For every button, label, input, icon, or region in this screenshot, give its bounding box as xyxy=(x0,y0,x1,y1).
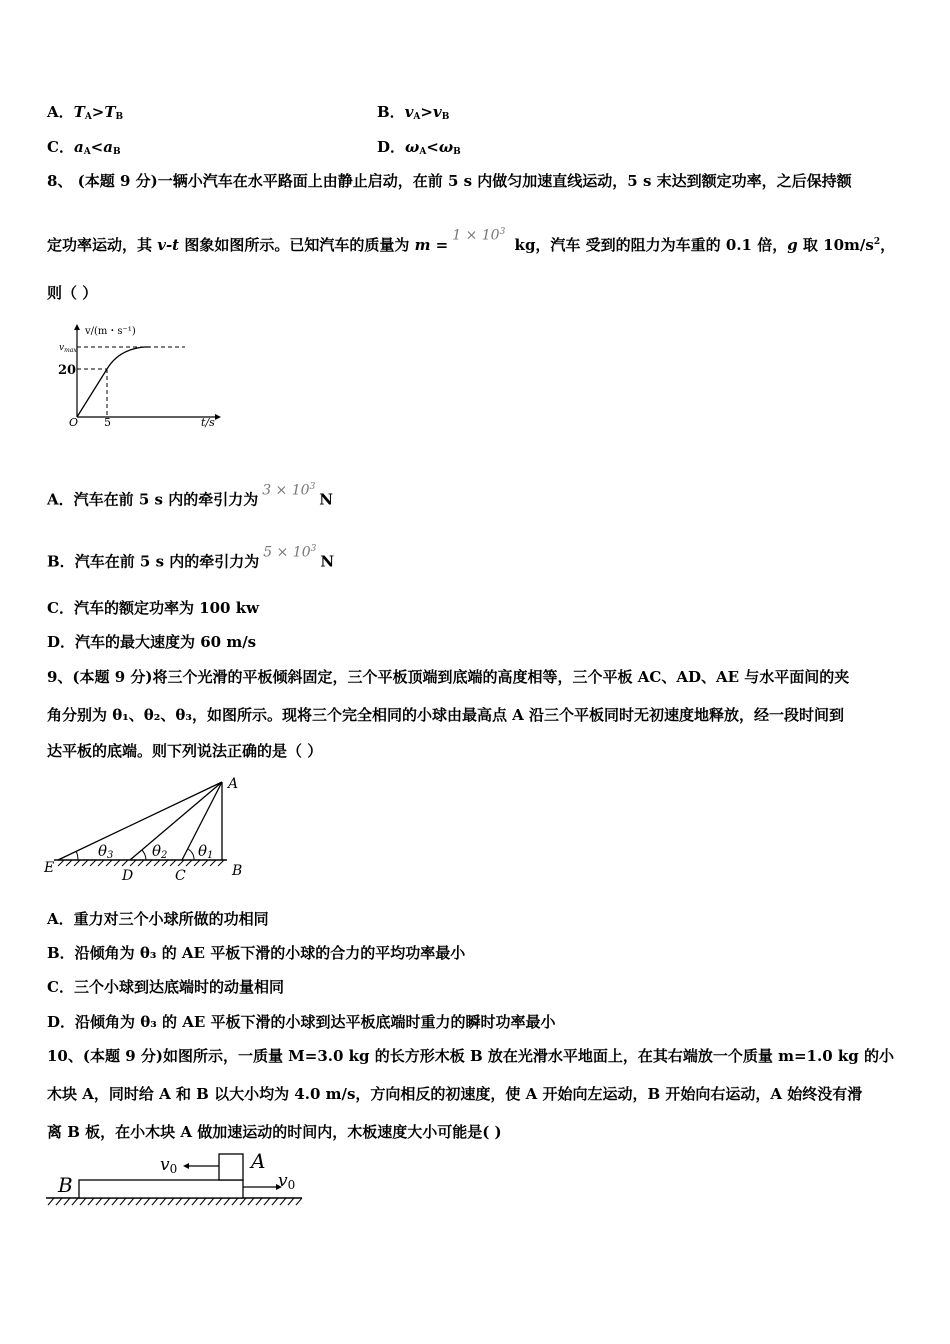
q9-option-d: D．沿倾角为 θ₃ 的 AE 平板下滑的小球到达平板底端时重力的瞬时功率最小 xyxy=(47,1013,556,1031)
vt-graph xyxy=(55,322,225,432)
board-block-figure xyxy=(44,1148,306,1210)
q7-option-d: D．$\omega_A<\omega_B$ xyxy=(377,138,461,157)
q8-option-c: C．汽车的额定功率为 100 kw xyxy=(47,599,260,617)
q10-line2: 木块 A，同时给 A 和 B 以大小均为 4.0 m/s，方向相反的初速度，使 A 开始向左运动，B 开始向右运动，A 始终没有滑 xyxy=(47,1085,863,1103)
graph-origin: O xyxy=(69,416,79,429)
point-e: E xyxy=(44,860,55,876)
q8-option-d: D．汽车的最大速度为 60 m/s xyxy=(47,633,257,651)
point-d: D xyxy=(122,868,134,882)
force-expression-a: $3 \times 10^3$ xyxy=(262,482,316,499)
q7-option-c: C．$a_A<a_B$ xyxy=(47,138,121,157)
q9-option-b: B．沿倾角为 θ₃ 的 AE 平板下滑的小球的合力的平均功率最小 xyxy=(47,944,466,962)
graph-x5: 5 xyxy=(104,416,111,429)
incline-figure xyxy=(42,772,252,882)
v0-left-label: v0 xyxy=(160,1155,178,1176)
theta2-label: θ2 xyxy=(152,842,168,861)
q10-line3: 离 B 板，在小木块 A 做加速运动的时间内，木板速度大小可能是( ) xyxy=(47,1123,502,1141)
q9-line3: 达平板的底端。则下列说法正确的是（ ） xyxy=(47,742,323,760)
theta3-label: θ3 xyxy=(98,842,114,861)
board-b-label: B xyxy=(58,1173,73,1197)
q8-line2: 定功率运动，其 v-t 图象如图所示。已知汽车的质量为 $m = 1 \times 10^3$ kg，汽车 受到的阻力为车重的 0.1 倍，g 取 $10m/s^2$， xyxy=(47,232,907,256)
theta1-label: θ1 xyxy=(198,842,214,861)
q10-line1: 10、(本题 9 分)如图所示，一质量 M=3.0 kg 的长方形木板 B 放在光滑水平地面上，在其右端放一个质量 m=1.0 kg 的小 xyxy=(47,1047,894,1065)
q8-option-b: B．汽车在前 5 s 内的牵引力为 $5 \times 10^3N$ xyxy=(47,549,334,573)
v0-right-label: v0 xyxy=(278,1171,296,1192)
q8-line1: 8、 (本题 9 分)一辆小汽车在水平路面上由静止启动，在前 5 s 内做匀加速直线运动，5 s 末达到额定功率，之后保持额 xyxy=(47,172,852,190)
q7-option-b: B．$v_A>v_B$ xyxy=(377,103,450,122)
mass-expression: $1 \times 10^3$ xyxy=(452,227,506,244)
graph-xlabel: t/s xyxy=(201,416,215,429)
graph-vmax: $v_{max}$ xyxy=(59,343,77,354)
q9-line1: 9、(本题 9 分)将三个光滑的平板倾斜固定，三个平板顶端到底端的高度相等，三个平板 AC、AD、AE 与水平面间的夹 xyxy=(47,668,850,686)
q8-option-a: A．汽车在前 5 s 内的牵引力为 $3 \times 10^3N$ xyxy=(47,487,333,511)
force-expression-b: $5 \times 10^3$ xyxy=(263,544,317,561)
q9-option-a: A．重力对三个小球所做的功相同 xyxy=(47,910,269,928)
point-b: B xyxy=(232,863,243,879)
q9-line2: 角分别为 θ₁、θ₂、θ₃，如图所示。现将三个完全相同的小球由最高点 A 沿三个平板同时无初速度地释放，经一段时间到 xyxy=(47,706,845,724)
block-a-label: A xyxy=(251,1149,266,1173)
point-c: C xyxy=(175,868,186,882)
graph-y20: 20 xyxy=(58,363,77,378)
point-a: A xyxy=(228,776,239,792)
q9-option-c: C．三个小球到达底端时的动量相同 xyxy=(47,978,284,996)
q7-option-a: A．$T_A>T_B$ xyxy=(47,103,124,122)
graph-ylabel: v/(m・s⁻¹) xyxy=(85,326,136,337)
q8-line3: 则（ ） xyxy=(47,284,98,302)
